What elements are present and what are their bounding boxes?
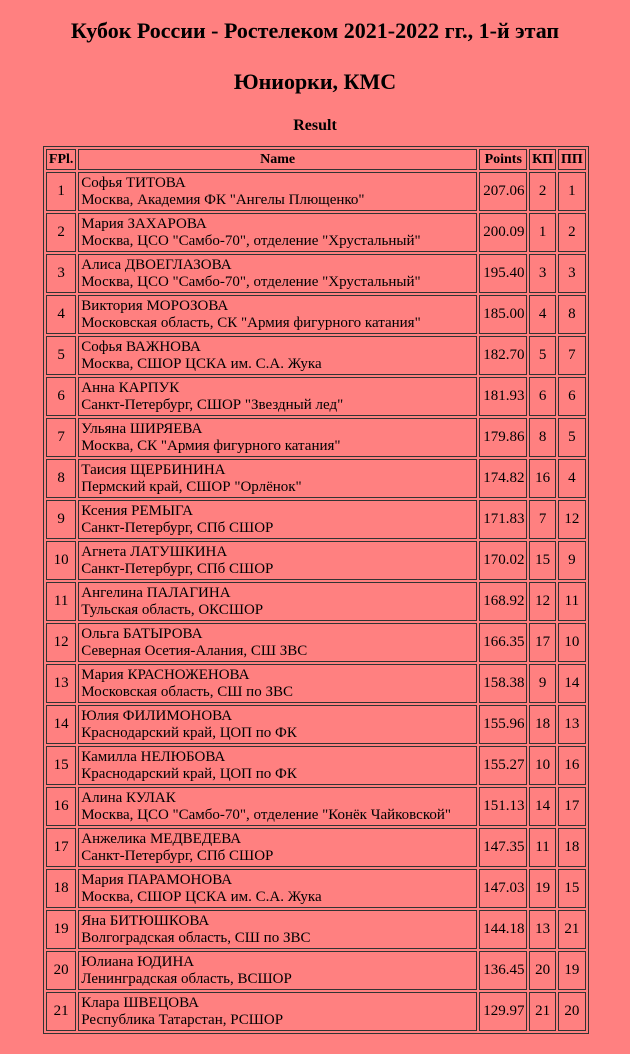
skater-name: Виктория МОРОЗОВА (81, 297, 229, 314)
place-cell: 13 (46, 664, 76, 703)
skater-name: Мария ПАРАМОНОВА (81, 871, 233, 888)
skater-club: Краснодарский край, ЦОП по ФК (81, 765, 297, 782)
points-cell: 151.13 (479, 787, 527, 826)
table-row (46, 500, 586, 539)
kp-cell: 15 (529, 541, 555, 580)
skater-club: Москва, ЦСО "Самбо-70", отделение "Конёк Чайковской" (81, 806, 452, 823)
points-cell: 195.40 (479, 254, 527, 293)
name-cell (78, 746, 477, 785)
place-cell: 16 (46, 787, 76, 826)
name-cell (78, 213, 477, 252)
kp-cell: 4 (529, 295, 555, 334)
pp-cell: 12 (558, 500, 586, 539)
table-row (46, 951, 586, 990)
kp-cell: 16 (529, 459, 555, 498)
place-cell: 4 (46, 295, 76, 334)
name-cell (78, 172, 477, 211)
name-cell (78, 787, 477, 826)
skater-club: Москва, СК "Армия фигурного катания" (81, 437, 341, 454)
skater-name: Таисия ЩЕРБИНИНА (81, 461, 226, 478)
pp-cell: 14 (558, 664, 586, 703)
name-cell (78, 500, 477, 539)
place-cell: 7 (46, 418, 76, 457)
table-row (46, 582, 586, 621)
points-cell: 147.03 (479, 869, 527, 908)
pp-cell: 20 (558, 992, 586, 1031)
name-cell (78, 295, 477, 334)
place-cell: 9 (46, 500, 76, 539)
pp-cell: 5 (558, 418, 586, 457)
header-name: Name (78, 149, 477, 170)
table-row (46, 541, 586, 580)
kp-cell: 20 (529, 951, 555, 990)
pp-cell: 10 (558, 623, 586, 662)
points-cell: 207.06 (479, 172, 527, 211)
table-row (46, 746, 586, 785)
name-cell (78, 910, 477, 949)
points-cell: 182.70 (479, 336, 527, 375)
place-cell: 1 (46, 172, 76, 211)
skater-club: Московская область, СК "Армия фигурного катания" (81, 314, 421, 331)
name-cell (78, 951, 477, 990)
result-heading: Result (293, 117, 337, 134)
table-header-row (46, 149, 586, 170)
kp-cell: 12 (529, 582, 555, 621)
page-subtitle: Юниорки, КМС (233, 69, 397, 94)
kp-cell: 3 (529, 254, 555, 293)
skater-name: Ксения РЕМЫГА (81, 502, 193, 519)
skater-club: Санкт-Петербург, СПб СШОР (81, 519, 274, 536)
points-cell: 136.45 (479, 951, 527, 990)
page-title: Кубок России - Ростелеком 2021-2022 гг., 1-й этап (70, 18, 560, 43)
kp-cell: 8 (529, 418, 555, 457)
table-row (46, 295, 586, 334)
pp-cell: 4 (558, 459, 586, 498)
place-cell: 21 (46, 992, 76, 1031)
pp-cell: 18 (558, 828, 586, 867)
skater-name: Камилла НЕЛЮБОВА (81, 748, 226, 765)
skater-club: Волгоградская область, СШ по ЗВС (81, 929, 311, 946)
points-cell: 200.09 (479, 213, 527, 252)
name-cell (78, 336, 477, 375)
skater-club: Краснодарский край, ЦОП по ФК (81, 724, 297, 741)
pp-cell: 2 (558, 213, 586, 252)
kp-cell: 14 (529, 787, 555, 826)
table-row (46, 418, 586, 457)
points-cell: 174.82 (479, 459, 527, 498)
points-cell: 144.18 (479, 910, 527, 949)
points-cell: 171.83 (479, 500, 527, 539)
skater-name: Мария ЗАХАРОВА (81, 215, 207, 232)
name-cell (78, 992, 477, 1031)
place-cell: 17 (46, 828, 76, 867)
pp-cell: 1 (558, 172, 586, 211)
kp-cell: 18 (529, 705, 555, 744)
table-row (46, 172, 586, 211)
kp-cell: 10 (529, 746, 555, 785)
table-row (46, 869, 586, 908)
pp-cell: 15 (558, 869, 586, 908)
place-cell: 2 (46, 213, 76, 252)
table-row (46, 213, 586, 252)
skater-name: Софья ТИТОВА (81, 174, 186, 191)
table-row (46, 254, 586, 293)
header-pp: ПП (558, 149, 586, 170)
name-cell (78, 459, 477, 498)
skater-name: Ольга БАТЫРОВА (81, 625, 203, 642)
points-cell: 166.35 (479, 623, 527, 662)
points-cell: 185.00 (479, 295, 527, 334)
name-cell (78, 828, 477, 867)
table-row (46, 664, 586, 703)
skater-name: Ангелина ПАЛАГИНА (81, 584, 231, 601)
skater-name: Ульяна ШИРЯЕВА (81, 420, 203, 437)
pp-cell: 8 (558, 295, 586, 334)
place-cell: 20 (46, 951, 76, 990)
place-cell: 12 (46, 623, 76, 662)
points-cell: 155.27 (479, 746, 527, 785)
place-cell: 11 (46, 582, 76, 621)
kp-cell: 7 (529, 500, 555, 539)
place-cell: 6 (46, 377, 76, 416)
kp-cell: 2 (529, 172, 555, 211)
table-row (46, 377, 586, 416)
points-cell: 147.35 (479, 828, 527, 867)
table-row (46, 705, 586, 744)
skater-club: Пермский край, СШОР "Орлёнок" (81, 478, 302, 495)
skater-club: Тульская область, ОКСШОР (81, 601, 264, 618)
table-row (46, 459, 586, 498)
points-cell: 168.92 (479, 582, 527, 621)
skater-club: Москва, СШОР ЦСКА им. С.А. Жука (81, 888, 322, 905)
pp-cell: 19 (558, 951, 586, 990)
skater-club: Санкт-Петербург, СПб СШОР (81, 847, 274, 864)
kp-cell: 1 (529, 213, 555, 252)
kp-cell: 11 (529, 828, 555, 867)
place-cell: 10 (46, 541, 76, 580)
skater-name: Юлия ФИЛИМОНОВА (81, 707, 233, 724)
kp-cell: 17 (529, 623, 555, 662)
pp-cell: 3 (558, 254, 586, 293)
name-cell (78, 541, 477, 580)
kp-cell: 9 (529, 664, 555, 703)
skater-name: Алиса ДВОЕГЛАЗОВА (81, 256, 232, 273)
kp-cell: 19 (529, 869, 555, 908)
place-cell: 15 (46, 746, 76, 785)
name-cell (78, 705, 477, 744)
pp-cell: 7 (558, 336, 586, 375)
pp-cell: 11 (558, 582, 586, 621)
pp-cell: 13 (558, 705, 586, 744)
skater-name: Юлиана ЮДИНА (81, 953, 195, 970)
skater-club: Санкт-Петербург, СПб СШОР (81, 560, 274, 577)
place-cell: 8 (46, 459, 76, 498)
skater-name: Алина КУЛАК (81, 789, 176, 806)
skater-name: Агнета ЛАТУШКИНА (81, 543, 228, 560)
kp-cell: 6 (529, 377, 555, 416)
skater-club: Москва, ЦСО "Самбо-70", отделение "Хрустальный" (81, 232, 421, 249)
points-cell: 129.97 (479, 992, 527, 1031)
skater-name: Мария КРАСНОЖЕНОВА (81, 666, 250, 683)
name-cell (78, 664, 477, 703)
kp-cell: 5 (529, 336, 555, 375)
skater-name: Анна КАРПУК (81, 379, 180, 396)
table-row (46, 623, 586, 662)
skater-club: Москва, СШОР ЦСКА им. С.А. Жука (81, 355, 322, 372)
skater-club: Республика Татарстан, РСШОР (81, 1011, 284, 1028)
points-cell: 181.93 (479, 377, 527, 416)
points-cell: 170.02 (479, 541, 527, 580)
header-place: FPl. (46, 149, 76, 170)
place-cell: 3 (46, 254, 76, 293)
name-cell (78, 623, 477, 662)
skater-club: Московская область, СШ по ЗВС (81, 683, 293, 700)
pp-cell: 6 (558, 377, 586, 416)
points-cell: 155.96 (479, 705, 527, 744)
points-cell: 158.38 (479, 664, 527, 703)
pp-cell: 16 (558, 746, 586, 785)
name-cell (78, 418, 477, 457)
header-kp: КП (529, 149, 555, 170)
pp-cell: 17 (558, 787, 586, 826)
place-cell: 18 (46, 869, 76, 908)
skater-club: Ленинградская область, ВСШОР (81, 970, 292, 987)
name-cell (78, 377, 477, 416)
table-row (46, 787, 586, 826)
place-cell: 14 (46, 705, 76, 744)
pp-cell: 21 (558, 910, 586, 949)
name-cell (78, 254, 477, 293)
place-cell: 5 (46, 336, 76, 375)
kp-cell: 21 (529, 992, 555, 1031)
kp-cell: 13 (529, 910, 555, 949)
table-row (46, 828, 586, 867)
skater-club: Санкт-Петербург, СШОР "Звездный лед" (81, 396, 344, 413)
table-row (46, 910, 586, 949)
results-table (43, 146, 589, 1034)
table-row (46, 992, 586, 1031)
skater-name: Софья ВАЖНОВА (81, 338, 201, 355)
table-row (46, 336, 586, 375)
skater-club: Северная Осетия-Алания, СШ ЗВС (81, 642, 308, 659)
skater-name: Анжелика МЕДВЕДЕВА (81, 830, 242, 847)
name-cell (78, 582, 477, 621)
header-points: Points (479, 149, 527, 170)
skater-club: Москва, ЦСО "Самбо-70", отделение "Хрустальный" (81, 273, 421, 290)
skater-name: Клара ШВЕЦОВА (81, 994, 199, 1011)
pp-cell: 9 (558, 541, 586, 580)
points-cell: 179.86 (479, 418, 527, 457)
skater-club: Москва, Академия ФК "Ангелы Плющенко" (81, 191, 365, 208)
place-cell: 19 (46, 910, 76, 949)
name-cell (78, 869, 477, 908)
skater-name: Яна БИТЮШКОВА (81, 912, 210, 929)
